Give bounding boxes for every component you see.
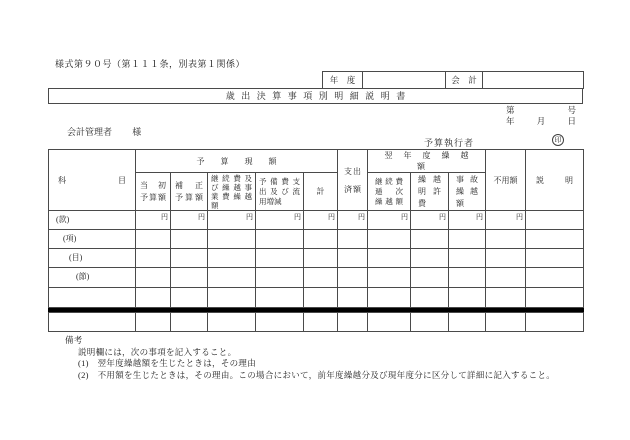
unit-yen: 円 <box>294 213 301 221</box>
data-cell <box>304 268 338 288</box>
data-cell <box>486 230 526 249</box>
unit-yen: 円 <box>246 213 253 221</box>
data-cell <box>486 249 526 268</box>
group-header-budget: 予算現額 <box>136 150 338 173</box>
data-cell <box>338 249 368 268</box>
data-cell <box>486 288 526 308</box>
data-cell <box>449 268 486 288</box>
col-header-subject: 科目 <box>49 150 136 211</box>
data-cell <box>208 230 256 249</box>
col-header-continued-carryover: 継続費及 び繰越事 業費繰越 額 <box>208 173 256 211</box>
data-cell <box>136 211 171 230</box>
col-header-supplementary-budget: 補正 予算額 <box>171 173 208 211</box>
data-cell <box>338 288 368 308</box>
seal-icon: 印 <box>552 134 564 146</box>
data-cell <box>338 268 368 288</box>
data-cell <box>208 288 256 308</box>
data-cell <box>368 230 411 249</box>
addressee-honorific: 様 <box>132 127 142 137</box>
data-cell <box>526 249 584 268</box>
data-cell <box>526 268 584 288</box>
data-cell <box>49 288 136 308</box>
data-cell <box>208 249 256 268</box>
col-header-unused: 不用額 <box>486 150 526 211</box>
data-cell <box>526 288 584 308</box>
row-label-ko: (項) <box>49 230 136 249</box>
data-cell <box>171 230 208 249</box>
data-cell <box>304 249 338 268</box>
data-cell <box>171 268 208 288</box>
data-cell <box>208 268 256 288</box>
data-cell <box>338 313 368 332</box>
data-cell <box>136 249 171 268</box>
data-cell <box>338 230 368 249</box>
data-cell <box>136 230 171 249</box>
data-cell <box>256 313 304 332</box>
data-cell <box>256 288 304 308</box>
notes-heading: 備考 <box>65 335 83 345</box>
data-cell <box>368 288 411 308</box>
data-cell <box>256 268 304 288</box>
account-label: 会 計 <box>446 72 483 89</box>
data-cell <box>136 313 171 332</box>
row-label-setsu: (節) <box>49 268 136 288</box>
note-item-2: (2) 不用額を生じたときは，その理由。この場合において，前年度繰越分及び現年度分に区分して詳細に記入すること。 <box>78 369 556 380</box>
data-cell <box>136 268 171 288</box>
date-line <box>506 115 576 127</box>
data-cell <box>526 230 584 249</box>
data-cell <box>368 268 411 288</box>
date-year-label: 年 <box>506 115 515 126</box>
addressee-line <box>67 125 141 138</box>
data-cell <box>304 230 338 249</box>
data-cell <box>171 249 208 268</box>
data-cell <box>256 230 304 249</box>
data-cell <box>304 211 338 230</box>
col-header-initial-budget: 当初 予算額 <box>136 173 171 211</box>
data-cell <box>449 249 486 268</box>
data-cell <box>304 288 338 308</box>
data-cell <box>368 249 411 268</box>
data-cell <box>411 288 449 308</box>
doc-number-prefix: 第 <box>506 105 515 115</box>
doc-number-suffix: 号 <box>567 105 576 115</box>
data-cell <box>411 230 449 249</box>
data-cell <box>171 211 208 230</box>
form-title: 歳出決算事項別明細説明書 <box>48 88 583 104</box>
data-cell <box>486 268 526 288</box>
account-value <box>483 72 584 89</box>
data-cell <box>49 313 136 332</box>
unit-yen: 円 <box>328 213 335 221</box>
date-month-label: 月 <box>536 115 546 126</box>
data-cell <box>411 249 449 268</box>
data-cell <box>338 211 368 230</box>
data-cell <box>256 211 304 230</box>
data-cell <box>449 288 486 308</box>
unit-yen: 円 <box>198 213 205 221</box>
addressee-title: 会計管理者 <box>67 127 113 137</box>
data-cell <box>449 230 486 249</box>
unit-yen: 円 <box>476 213 483 221</box>
row-label-kan: (款) <box>49 211 136 230</box>
data-cell <box>171 313 208 332</box>
data-cell <box>304 313 338 332</box>
data-cell <box>136 288 171 308</box>
data-cell <box>208 211 256 230</box>
data-cell <box>486 313 526 332</box>
group-header-carryover: 翌年度繰越額 <box>368 150 486 173</box>
data-cell <box>256 249 304 268</box>
data-cell <box>411 313 449 332</box>
notes-block <box>65 335 575 381</box>
data-cell <box>449 211 486 230</box>
total-row-table <box>48 309 584 332</box>
col-header-spent: 支出 済額 <box>338 150 368 211</box>
notes-intro: 説明欄には，次の事項を記入すること。 <box>78 346 237 357</box>
col-header-total: 計 <box>304 173 338 211</box>
col-header-continued-next: 継続費 逓次 繰越額 <box>368 173 411 211</box>
data-cell <box>411 211 449 230</box>
data-cell <box>368 313 411 332</box>
executor-label: 予算執行者 <box>424 137 475 148</box>
data-cell <box>526 211 584 230</box>
unit-yen: 円 <box>516 213 523 221</box>
col-header-accident-carryover: 事故 繰越額 <box>449 173 486 211</box>
fiscal-year-value <box>363 72 446 89</box>
data-cell <box>411 268 449 288</box>
col-header-explanation: 説明 <box>526 150 584 211</box>
row-label-moku: (目) <box>49 249 136 268</box>
form-number-label: 様式第９０号（第１１１条，別表第１関係） <box>55 59 246 69</box>
col-header-reserve-transfer: 予備費支 出及び流 用増減 <box>256 173 304 211</box>
unit-yen: 円 <box>161 213 168 221</box>
data-cell <box>208 313 256 332</box>
note-item-1: (1) 翌年度繰越額を生じたときは，その理由 <box>78 358 257 368</box>
data-cell <box>368 211 411 230</box>
unit-yen: 円 <box>401 213 408 221</box>
data-cell <box>171 288 208 308</box>
fiscal-year-label: 年 度 <box>323 72 363 89</box>
unit-yen: 円 <box>439 213 446 221</box>
col-header-approved-carryover: 繰越 明許費 <box>411 173 449 211</box>
data-cell <box>526 313 584 332</box>
fiscal-strip <box>322 71 584 89</box>
date-day-label: 日 <box>567 115 576 126</box>
data-cell <box>449 313 486 332</box>
main-table <box>48 149 584 311</box>
data-cell <box>486 211 526 230</box>
unit-yen: 円 <box>358 213 365 221</box>
